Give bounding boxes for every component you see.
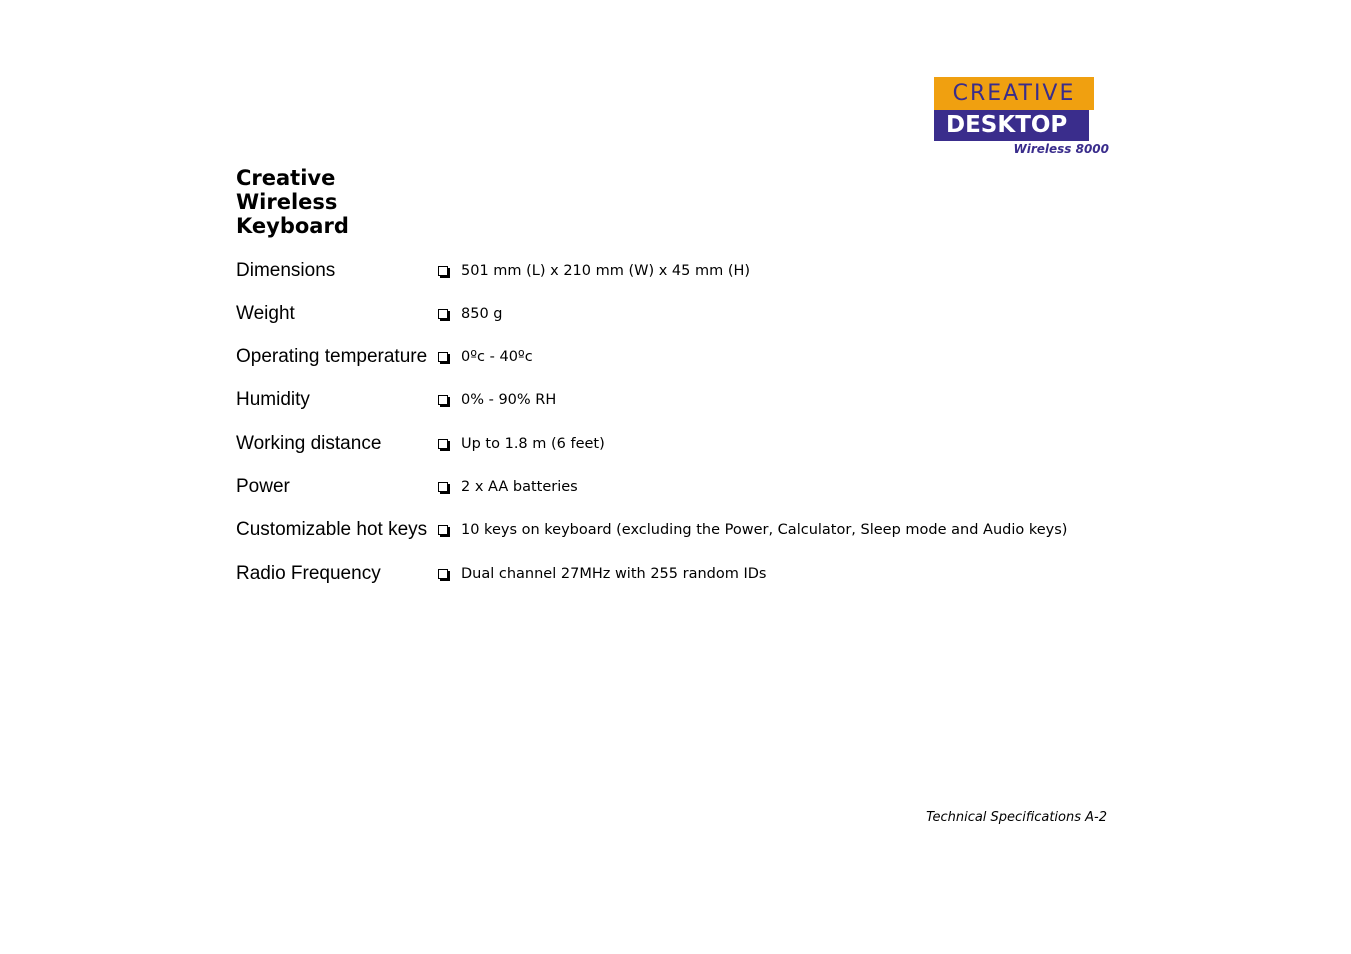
checkbox-bullet-icon — [438, 309, 448, 319]
checkbox-bullet-icon — [438, 395, 448, 405]
spec-value-text: Dual channel 27MHz with 255 random IDs — [461, 566, 767, 582]
spec-label: Working distance — [236, 433, 382, 454]
spec-value — [438, 517, 1067, 539]
page-heading: Creative Wireless Keyboard — [236, 166, 349, 238]
spec-value — [438, 387, 556, 409]
spec-row — [236, 344, 1116, 370]
spec-row — [236, 517, 1116, 543]
spec-row — [236, 387, 1116, 413]
spec-value-text: 501 mm (L) x 210 mm (W) x 45 mm (H) — [461, 263, 751, 279]
checkbox-bullet-icon — [438, 352, 448, 362]
spec-label: Power — [236, 476, 290, 497]
spec-value-text: Up to 1.8 m (6 feet) — [461, 436, 605, 452]
spec-value — [438, 301, 503, 323]
spec-value-text: 2 x AA batteries — [461, 479, 578, 495]
spec-row — [236, 561, 1116, 587]
logo-model: Wireless 8000 — [1013, 142, 1109, 156]
spec-row — [236, 431, 1116, 457]
spec-label: Customizable hot keys — [236, 519, 428, 540]
spec-list — [236, 258, 1116, 587]
spec-value-text: 850 g — [461, 306, 503, 322]
spec-label: Dimensions — [236, 260, 336, 281]
spec-label: Radio Frequency — [236, 563, 381, 584]
spec-label: Operating temperature — [236, 346, 428, 367]
checkbox-bullet-icon — [438, 439, 448, 449]
spec-value — [438, 561, 766, 583]
spec-value-text: 10 keys on keyboard (excluding the Power, Calculator, Sleep mode and Audio keys) — [461, 522, 1068, 538]
page-footer: Technical Specifications A-2 — [926, 810, 1107, 825]
spec-value — [438, 258, 750, 280]
spec-value — [438, 474, 578, 496]
spec-value-text: 0% - 90% RH — [461, 392, 557, 408]
spec-label: Weight — [236, 303, 295, 324]
spec-row — [236, 301, 1116, 327]
spec-row — [236, 474, 1116, 500]
logo-product: DESKTOP — [934, 110, 1089, 141]
checkbox-bullet-icon — [438, 266, 448, 276]
spec-value — [438, 431, 605, 453]
creative-desktop-logo — [934, 77, 1109, 159]
spec-value — [438, 344, 533, 366]
checkbox-bullet-icon — [438, 569, 448, 579]
checkbox-bullet-icon — [438, 525, 448, 535]
logo-brand: CREATIVE — [934, 77, 1094, 110]
spec-value-text: 0ºc - 40ºc — [461, 349, 533, 365]
spec-label: Humidity — [236, 389, 310, 410]
checkbox-bullet-icon — [438, 482, 448, 492]
spec-row — [236, 258, 1116, 284]
